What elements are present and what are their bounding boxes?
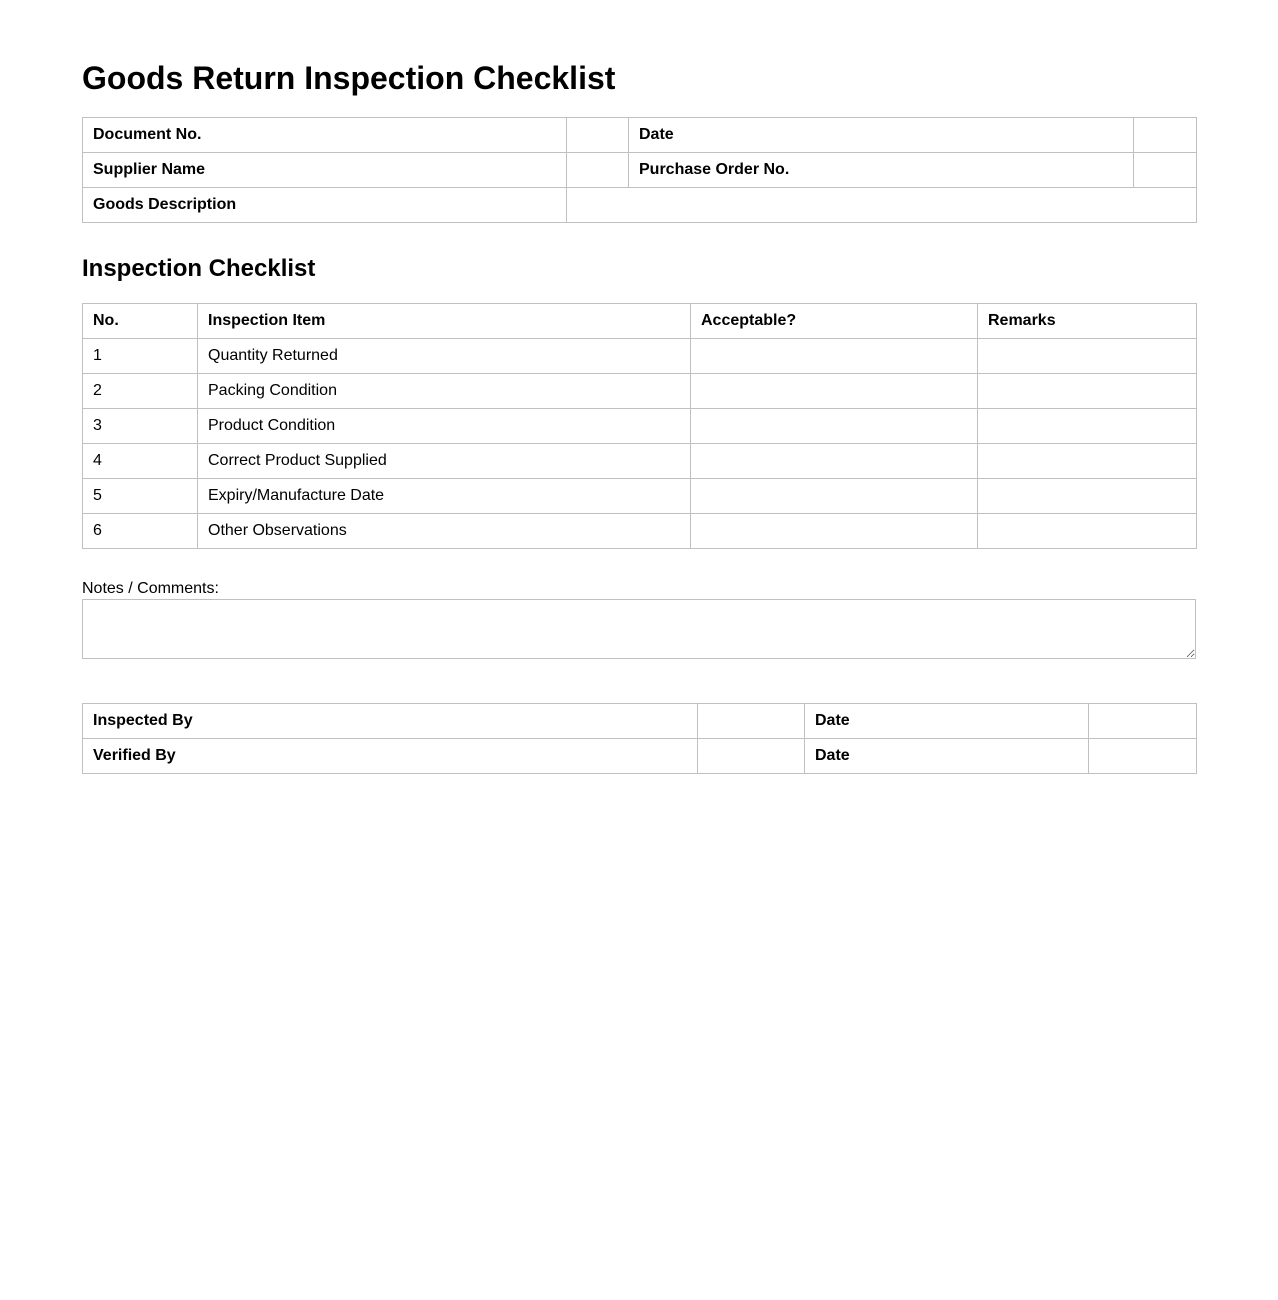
remarks-field[interactable] [978, 339, 1197, 374]
page-title: Goods Return Inspection Checklist [82, 60, 616, 96]
row-number: 5 [83, 479, 198, 514]
supplier-name-label: Supplier Name [83, 153, 567, 188]
inspection-item: Packing Condition [198, 374, 691, 409]
acceptable-field[interactable] [691, 409, 978, 444]
inspection-item: Other Observations [198, 514, 691, 549]
goods-description-label: Goods Description [83, 188, 567, 223]
signature-table [82, 703, 1197, 774]
remarks-field[interactable] [978, 514, 1197, 549]
table-row [83, 188, 1197, 223]
table-row [83, 118, 1197, 153]
section-heading-inspection-checklist: Inspection Checklist [82, 255, 316, 282]
acceptable-field[interactable] [691, 479, 978, 514]
table-row [83, 339, 1197, 374]
table-row [83, 444, 1197, 479]
remarks-field[interactable] [978, 444, 1197, 479]
inspection-checklist-table [82, 303, 1197, 549]
verified-by-field[interactable] [698, 739, 805, 774]
document-info-table [82, 117, 1197, 223]
row-number: 2 [83, 374, 198, 409]
acceptable-field[interactable] [691, 444, 978, 479]
row-number: 3 [83, 409, 198, 444]
purchase-order-no-label: Purchase Order No. [629, 153, 1134, 188]
table-row [83, 739, 1197, 774]
inspection-item: Expiry/Manufacture Date [198, 479, 691, 514]
table-row [83, 514, 1197, 549]
verified-by-label: Verified By [83, 739, 698, 774]
column-header-inspection-item: Inspection Item [198, 304, 691, 339]
notes-textarea[interactable] [82, 599, 1196, 659]
inspected-date-field[interactable] [1089, 704, 1197, 739]
inspected-date-label: Date [805, 704, 1089, 739]
row-number: 6 [83, 514, 198, 549]
remarks-field[interactable] [978, 374, 1197, 409]
table-row [83, 374, 1197, 409]
acceptable-field[interactable] [691, 514, 978, 549]
row-number: 4 [83, 444, 198, 479]
remarks-field[interactable] [978, 409, 1197, 444]
table-row [83, 704, 1197, 739]
table-header-row [83, 304, 1197, 339]
table-row [83, 409, 1197, 444]
column-header-no: No. [83, 304, 198, 339]
supplier-name-field[interactable] [567, 153, 629, 188]
purchase-order-no-field[interactable] [1134, 153, 1197, 188]
verified-date-label: Date [805, 739, 1089, 774]
column-header-remarks: Remarks [978, 304, 1197, 339]
row-number: 1 [83, 339, 198, 374]
inspected-by-label: Inspected By [83, 704, 698, 739]
table-row [83, 153, 1197, 188]
table-row [83, 479, 1197, 514]
column-header-acceptable: Acceptable? [691, 304, 978, 339]
inspected-by-field[interactable] [698, 704, 805, 739]
acceptable-field[interactable] [691, 374, 978, 409]
goods-description-field[interactable] [567, 188, 1197, 223]
date-field[interactable] [1134, 118, 1197, 153]
inspection-item: Product Condition [198, 409, 691, 444]
remarks-field[interactable] [978, 479, 1197, 514]
notes-label: Notes / Comments: [82, 580, 219, 597]
document-no-label: Document No. [83, 118, 567, 153]
date-label: Date [629, 118, 1134, 153]
document-no-field[interactable] [567, 118, 629, 153]
inspection-item: Correct Product Supplied [198, 444, 691, 479]
verified-date-field[interactable] [1089, 739, 1197, 774]
inspection-item: Quantity Returned [198, 339, 691, 374]
acceptable-field[interactable] [691, 339, 978, 374]
